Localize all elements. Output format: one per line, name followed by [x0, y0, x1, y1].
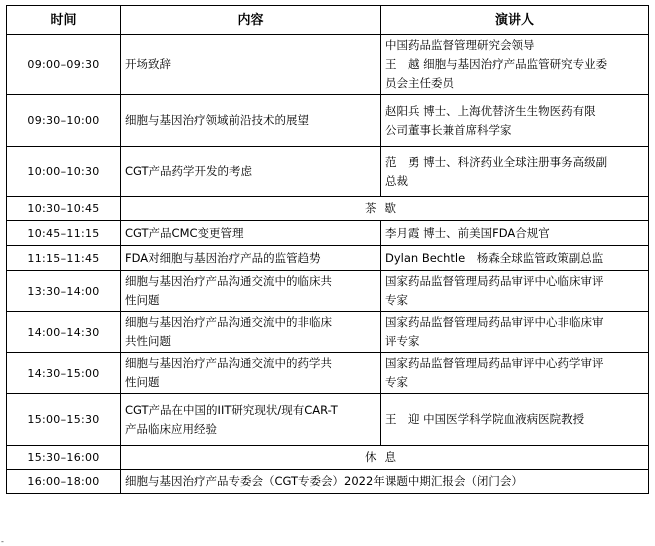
- speaker-line: 国家药品监督管理局药品审评中心临床审评: [385, 274, 604, 288]
- speaker-cell: [381, 353, 649, 394]
- content-cell: CGT产品药学开发的考虑: [121, 147, 381, 197]
- header-time: 时间: [7, 6, 121, 35]
- break-label: 休息: [121, 446, 649, 470]
- speaker-line: 国家药品监督管理局药品审评中心药学审评: [385, 356, 604, 370]
- speaker-line: 王 迎 中国医学科学院血液病医院教授: [385, 412, 585, 426]
- speaker-cell: [381, 246, 649, 271]
- speaker-line: 王 越 细胞与基因治疗产品监管研究专业委: [385, 57, 608, 71]
- content-cell: 开场致辞: [121, 35, 381, 95]
- table-row: [7, 271, 649, 312]
- speaker-cell: [381, 147, 649, 197]
- footnote-mark: -: [1, 537, 4, 546]
- time-cell: 13:30–14:00: [7, 271, 121, 312]
- content-cell: [121, 353, 381, 394]
- break-row: [7, 446, 649, 470]
- speaker-line: 公司董事长兼首席科学家: [385, 122, 512, 137]
- content-line: 共性问题: [125, 334, 171, 348]
- speaker-line: 员会主任委员: [385, 76, 454, 90]
- break-row: [7, 197, 649, 221]
- table-row: [7, 221, 649, 246]
- content-line: 性问题: [125, 375, 160, 389]
- table-row: [7, 470, 649, 494]
- speaker-line: 赵阳兵 博士、上海优替济生生物医药有限: [385, 103, 596, 118]
- speaker-line: 专家: [385, 375, 408, 389]
- content-cell: CGT产品CMC变更管理: [121, 221, 381, 246]
- speaker-cell: [381, 95, 649, 147]
- content-cell: 细胞与基因治疗领域前沿技术的展望: [121, 95, 381, 147]
- speaker-cell: [381, 221, 649, 246]
- header-speaker: 演讲人: [381, 6, 649, 35]
- content-cell: [121, 394, 381, 446]
- agenda-table: [6, 5, 649, 494]
- time-cell: 10:00–10:30: [7, 147, 121, 197]
- closing-session-cell: 细胞与基因治疗产品专委会（CGT专委会）2022年课题中期汇报会（闭门会）: [121, 470, 649, 494]
- time-cell: 15:30–16:00: [7, 446, 121, 470]
- speaker-line: 国家药品监督管理局药品审评中心非临床审: [385, 315, 604, 329]
- content-line: 细胞与基因治疗产品沟通交流中的非临床: [125, 315, 332, 329]
- content-line: 细胞与基因治疗产品沟通交流中的药学共: [125, 356, 332, 370]
- table-row: [7, 394, 649, 446]
- content-line: 产品临床应用经验: [125, 421, 217, 436]
- table-row: [7, 312, 649, 353]
- table-row: [7, 246, 649, 271]
- speaker-line: Dylan Bechtle 杨森全球监管政策副总监: [385, 250, 604, 265]
- speaker-line: 总裁: [385, 173, 408, 188]
- table-row: [7, 35, 649, 95]
- speaker-line: 中国药品监督管理研究会领导: [385, 38, 535, 52]
- break-label: 茶歇: [121, 197, 649, 221]
- time-cell: 09:30–10:00: [7, 95, 121, 147]
- header-row: [7, 6, 649, 35]
- table-row: [7, 95, 649, 147]
- content-line: 细胞与基因治疗产品沟通交流中的临床共: [125, 274, 332, 288]
- speaker-cell: [381, 271, 649, 312]
- time-cell: 10:45–11:15: [7, 221, 121, 246]
- content-cell: FDA对细胞与基因治疗产品的监管趋势: [121, 246, 381, 271]
- time-cell: 09:00–09:30: [7, 35, 121, 95]
- time-cell: 14:30–15:00: [7, 353, 121, 394]
- time-cell: 15:00–15:30: [7, 394, 121, 446]
- time-cell: 14:00–14:30: [7, 312, 121, 353]
- content-cell: [121, 312, 381, 353]
- speaker-line: 评专家: [385, 334, 420, 348]
- speaker-line: 李月霞 博士、前美国FDA合规官: [385, 225, 550, 240]
- content-cell: [121, 271, 381, 312]
- time-cell: 10:30–10:45: [7, 197, 121, 221]
- content-line: CGT产品在中国的IIT研究现状/现有CAR-T: [125, 402, 338, 417]
- table-row: [7, 147, 649, 197]
- time-cell: 11:15–11:45: [7, 246, 121, 271]
- speaker-cell: [381, 312, 649, 353]
- speaker-line: 专家: [385, 293, 408, 307]
- content-line: 性问题: [125, 293, 160, 307]
- speaker-cell: [381, 35, 649, 95]
- header-content: 内容: [121, 6, 381, 35]
- time-cell: 16:00–18:00: [7, 470, 121, 494]
- table-row: [7, 353, 649, 394]
- speaker-cell: [381, 394, 649, 446]
- speaker-line: 范 勇 博士、科济药业全球注册事务高级副: [385, 154, 608, 169]
